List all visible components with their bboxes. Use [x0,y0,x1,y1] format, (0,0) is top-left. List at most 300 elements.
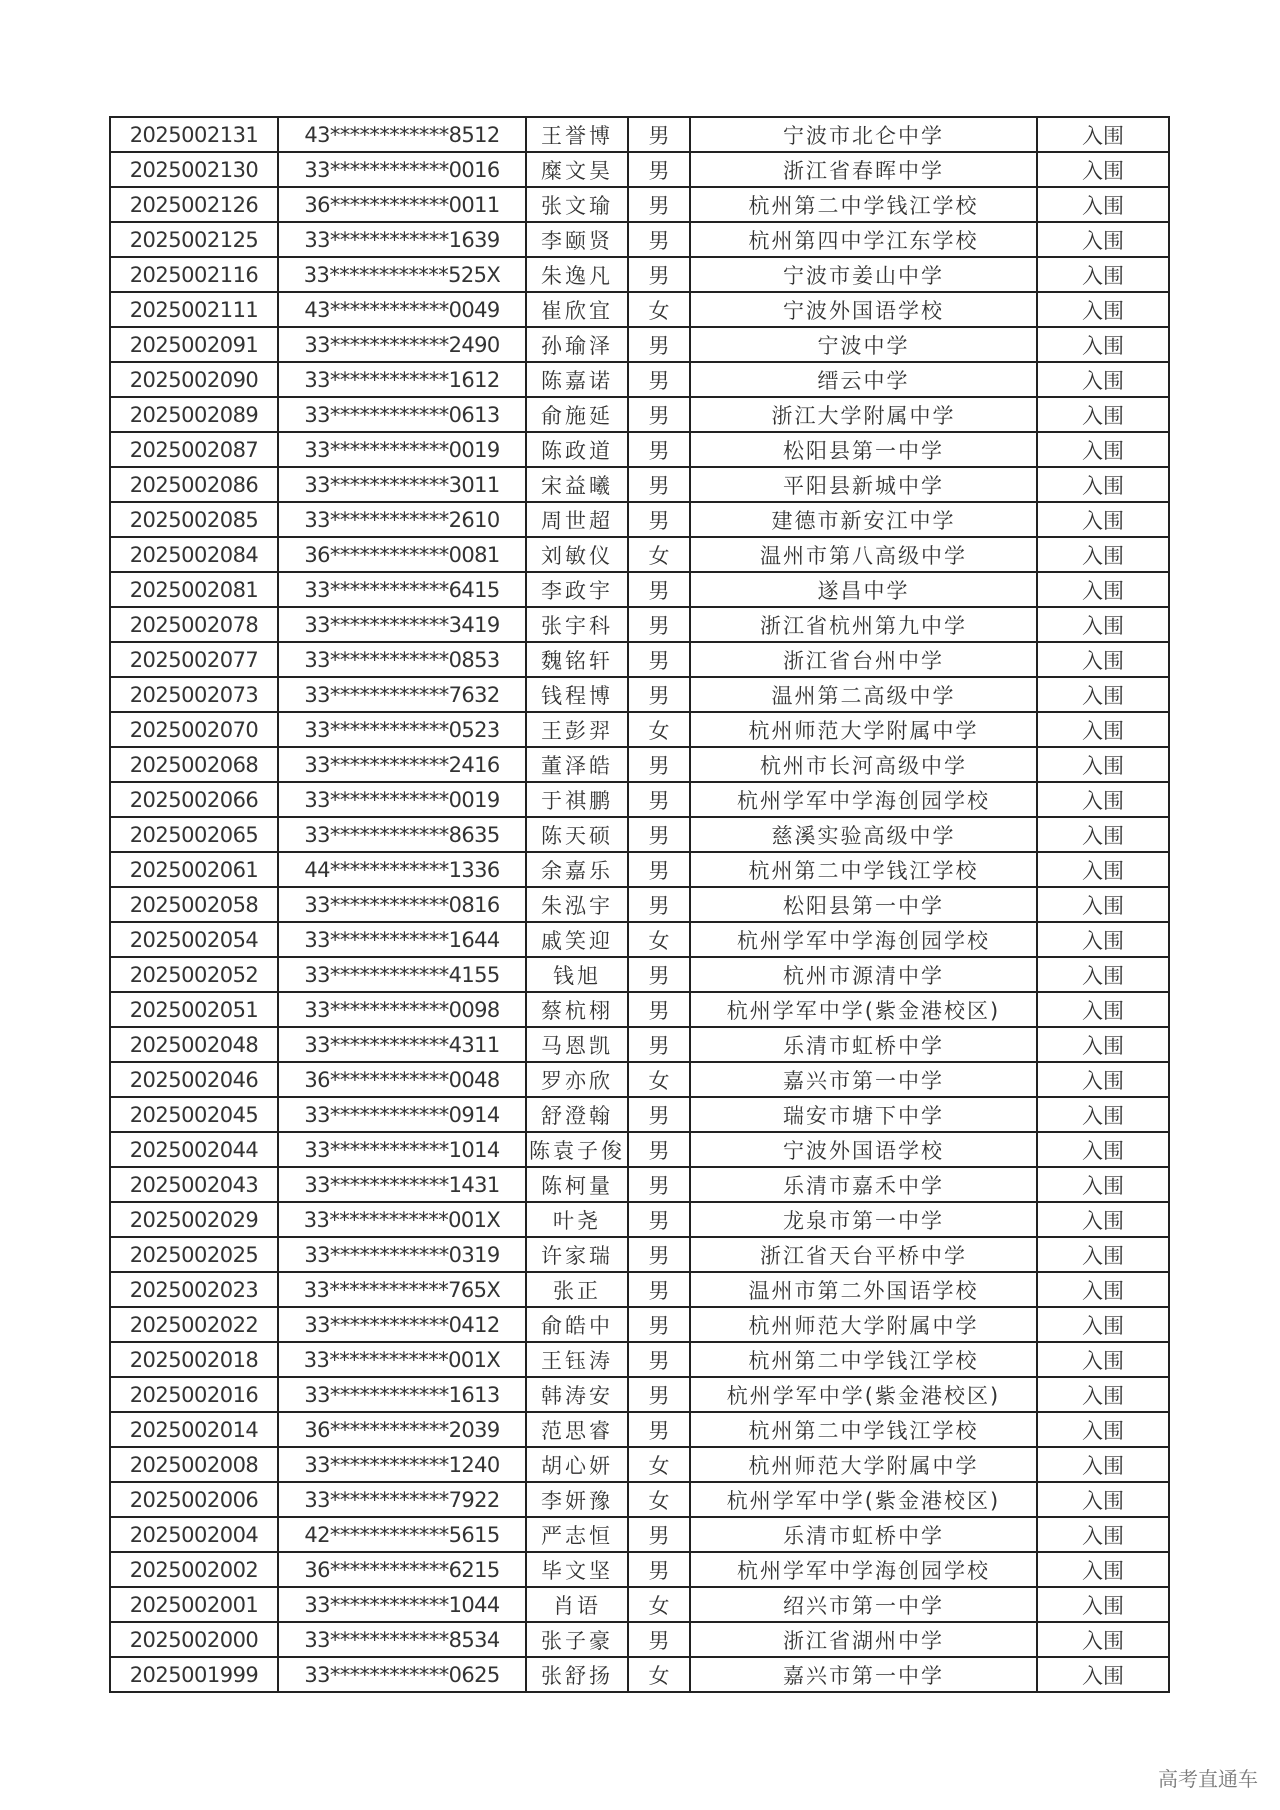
status-cell: 入围 [1037,852,1169,887]
gender-cell: 男 [628,782,690,817]
table-row [110,1202,1169,1237]
table-row [110,607,1169,642]
id-number-cell: 33************3011 [278,467,526,502]
table-row [110,572,1169,607]
status-cell: 入围 [1037,992,1169,1027]
student-name-cell: 韩涛安 [526,1377,628,1412]
gender-cell: 男 [628,187,690,222]
exam-number-cell: 2025002022 [110,1307,278,1342]
exam-number-cell: 2025002004 [110,1517,278,1552]
exam-number-cell: 2025002085 [110,502,278,537]
student-name-cell: 严志恒 [526,1517,628,1552]
school-cell: 浙江省台州中学 [690,642,1037,677]
table-body [110,117,1169,1692]
id-number-cell: 33************1613 [278,1377,526,1412]
table-row [110,1482,1169,1517]
gender-cell: 男 [628,1377,690,1412]
id-number-cell: 33************2490 [278,327,526,362]
status-cell: 入围 [1037,117,1169,152]
table-row [110,502,1169,537]
student-name-cell: 蔡杭栩 [526,992,628,1027]
school-cell: 嘉兴市第一中学 [690,1657,1037,1692]
status-cell: 入围 [1037,642,1169,677]
school-cell: 杭州学军中学海创园学校 [690,922,1037,957]
student-name-cell: 胡心妍 [526,1447,628,1482]
student-name-cell: 崔欣宜 [526,292,628,327]
status-cell: 入围 [1037,537,1169,572]
student-name-cell: 张宇科 [526,607,628,642]
id-number-cell: 33************0523 [278,712,526,747]
exam-number-cell: 2025002006 [110,1482,278,1517]
student-name-cell: 刘敏仪 [526,537,628,572]
exam-number-cell: 2025002045 [110,1097,278,1132]
status-cell: 入围 [1037,1097,1169,1132]
watermark: 高考直通车 [1158,1767,1258,1791]
school-cell: 宁波中学 [690,327,1037,362]
table-row [110,1447,1169,1482]
school-cell: 瑞安市塘下中学 [690,1097,1037,1132]
student-name-cell: 张舒扬 [526,1657,628,1692]
student-name-cell: 董泽皓 [526,747,628,782]
status-cell: 入围 [1037,327,1169,362]
id-number-cell: 33************0019 [278,782,526,817]
id-number-cell: 33************0625 [278,1657,526,1692]
exam-number-cell: 2025001999 [110,1657,278,1692]
exam-number-cell: 2025002090 [110,362,278,397]
student-name-cell: 舒澄翰 [526,1097,628,1132]
exam-number-cell: 2025002044 [110,1132,278,1167]
school-cell: 宁波市姜山中学 [690,257,1037,292]
gender-cell: 女 [628,537,690,572]
status-cell: 入围 [1037,782,1169,817]
school-cell: 乐清市嘉禾中学 [690,1167,1037,1202]
student-name-cell: 马恩凯 [526,1027,628,1062]
status-cell: 入围 [1037,187,1169,222]
id-number-cell: 33************0853 [278,642,526,677]
table-row [110,1517,1169,1552]
status-cell: 入围 [1037,1552,1169,1587]
exam-number-cell: 2025002087 [110,432,278,467]
school-cell: 杭州学军中学(紫金港校区) [690,1377,1037,1412]
gender-cell: 男 [628,572,690,607]
table-row [110,1412,1169,1447]
status-cell: 入围 [1037,1342,1169,1377]
student-name-cell: 肖语 [526,1587,628,1622]
gender-cell: 男 [628,852,690,887]
gender-cell: 女 [628,1482,690,1517]
exam-number-cell: 2025002070 [110,712,278,747]
gender-cell: 男 [628,677,690,712]
student-name-cell: 于祺鹏 [526,782,628,817]
status-cell: 入围 [1037,747,1169,782]
student-name-cell: 余嘉乐 [526,852,628,887]
status-cell: 入围 [1037,1622,1169,1657]
gender-cell: 男 [628,362,690,397]
student-name-cell: 周世超 [526,502,628,537]
status-cell: 入围 [1037,712,1169,747]
table-row [110,852,1169,887]
id-number-cell: 33************0914 [278,1097,526,1132]
school-cell: 杭州师范大学附属中学 [690,1307,1037,1342]
id-number-cell: 33************7922 [278,1482,526,1517]
id-number-cell: 33************0319 [278,1237,526,1272]
gender-cell: 女 [628,1447,690,1482]
gender-cell: 男 [628,1027,690,1062]
student-name-cell: 朱泓宇 [526,887,628,922]
table-row [110,712,1169,747]
gender-cell: 男 [628,1517,690,1552]
exam-number-cell: 2025002046 [110,1062,278,1097]
school-cell: 杭州第二中学钱江学校 [690,852,1037,887]
id-number-cell: 33************4311 [278,1027,526,1062]
table-row [110,747,1169,782]
gender-cell: 男 [628,1342,690,1377]
id-number-cell: 33************4155 [278,957,526,992]
status-cell: 入围 [1037,1377,1169,1412]
table-row [110,1657,1169,1692]
id-number-cell: 36************2039 [278,1412,526,1447]
school-cell: 遂昌中学 [690,572,1037,607]
student-name-cell: 李颐贤 [526,222,628,257]
school-cell: 浙江省天台平桥中学 [690,1237,1037,1272]
gender-cell: 男 [628,607,690,642]
student-name-cell: 叶尧 [526,1202,628,1237]
table-row [110,327,1169,362]
table-row [110,1097,1169,1132]
table-row [110,817,1169,852]
exam-number-cell: 2025002089 [110,397,278,432]
status-cell: 入围 [1037,362,1169,397]
gender-cell: 男 [628,397,690,432]
status-cell: 入围 [1037,887,1169,922]
exam-number-cell: 2025002025 [110,1237,278,1272]
id-number-cell: 33************1431 [278,1167,526,1202]
id-number-cell: 42************5615 [278,1517,526,1552]
id-number-cell: 33************3419 [278,607,526,642]
school-cell: 宁波市北仑中学 [690,117,1037,152]
table-row [110,957,1169,992]
status-cell: 入围 [1037,1062,1169,1097]
school-cell: 松阳县第一中学 [690,887,1037,922]
status-cell: 入围 [1037,817,1169,852]
student-name-cell: 李妍豫 [526,1482,628,1517]
id-number-cell: 33************001X [278,1342,526,1377]
table-row [110,152,1169,187]
table-row [110,1377,1169,1412]
gender-cell: 男 [628,992,690,1027]
school-cell: 杭州师范大学附属中学 [690,1447,1037,1482]
gender-cell: 男 [628,117,690,152]
student-name-cell: 陈柯量 [526,1167,628,1202]
student-name-cell: 张正 [526,1272,628,1307]
exam-number-cell: 2025002008 [110,1447,278,1482]
exam-number-cell: 2025002002 [110,1552,278,1587]
exam-number-cell: 2025002016 [110,1377,278,1412]
gender-cell: 男 [628,1097,690,1132]
gender-cell: 男 [628,957,690,992]
table-row [110,1237,1169,1272]
id-number-cell: 33************1612 [278,362,526,397]
table-row [110,1552,1169,1587]
id-number-cell: 33************525X [278,257,526,292]
exam-number-cell: 2025002081 [110,572,278,607]
school-cell: 杭州学军中学(紫金港校区) [690,992,1037,1027]
id-number-cell: 33************0098 [278,992,526,1027]
admission-list-table [109,116,1170,1693]
gender-cell: 男 [628,642,690,677]
id-number-cell: 44************1336 [278,852,526,887]
id-number-cell: 33************0019 [278,432,526,467]
gender-cell: 女 [628,292,690,327]
exam-number-cell: 2025002130 [110,152,278,187]
student-name-cell: 钱旭 [526,957,628,992]
id-number-cell: 33************1240 [278,1447,526,1482]
gender-cell: 男 [628,502,690,537]
exam-number-cell: 2025002131 [110,117,278,152]
table-row [110,1132,1169,1167]
exam-number-cell: 2025002054 [110,922,278,957]
school-cell: 杭州师范大学附属中学 [690,712,1037,747]
school-cell: 杭州学军中学海创园学校 [690,1552,1037,1587]
gender-cell: 男 [628,1412,690,1447]
status-cell: 入围 [1037,292,1169,327]
status-cell: 入围 [1037,1447,1169,1482]
student-name-cell: 俞施延 [526,397,628,432]
table-row [110,1307,1169,1342]
gender-cell: 男 [628,222,690,257]
student-name-cell: 朱逸凡 [526,257,628,292]
table-row [110,292,1169,327]
gender-cell: 男 [628,257,690,292]
id-number-cell: 33************6415 [278,572,526,607]
student-name-cell: 王彭羿 [526,712,628,747]
student-name-cell: 李政宇 [526,572,628,607]
gender-cell: 女 [628,1062,690,1097]
school-cell: 平阳县新城中学 [690,467,1037,502]
school-cell: 浙江省湖州中学 [690,1622,1037,1657]
school-cell: 宁波外国语学校 [690,292,1037,327]
school-cell: 浙江大学附属中学 [690,397,1037,432]
exam-number-cell: 2025002043 [110,1167,278,1202]
exam-number-cell: 2025002014 [110,1412,278,1447]
status-cell: 入围 [1037,1517,1169,1552]
exam-number-cell: 2025002125 [110,222,278,257]
table-row [110,432,1169,467]
status-cell: 入围 [1037,257,1169,292]
exam-number-cell: 2025002111 [110,292,278,327]
table-row [110,887,1169,922]
table-row [110,1062,1169,1097]
id-number-cell: 33************0412 [278,1307,526,1342]
student-name-cell: 王钰涛 [526,1342,628,1377]
student-name-cell: 许家瑞 [526,1237,628,1272]
student-name-cell: 糜文昊 [526,152,628,187]
table-row [110,467,1169,502]
status-cell: 入围 [1037,1167,1169,1202]
school-cell: 松阳县第一中学 [690,432,1037,467]
status-cell: 入围 [1037,607,1169,642]
id-number-cell: 33************1644 [278,922,526,957]
exam-number-cell: 2025002065 [110,817,278,852]
student-name-cell: 俞皓中 [526,1307,628,1342]
exam-number-cell: 2025002058 [110,887,278,922]
exam-number-cell: 2025002051 [110,992,278,1027]
school-cell: 杭州学军中学海创园学校 [690,782,1037,817]
gender-cell: 女 [628,712,690,747]
student-name-cell: 陈天硕 [526,817,628,852]
exam-number-cell: 2025002078 [110,607,278,642]
exam-number-cell: 2025002061 [110,852,278,887]
id-number-cell: 36************0011 [278,187,526,222]
status-cell: 入围 [1037,957,1169,992]
exam-number-cell: 2025002091 [110,327,278,362]
gender-cell: 男 [628,1132,690,1167]
exam-number-cell: 2025002023 [110,1272,278,1307]
school-cell: 宁波外国语学校 [690,1132,1037,1167]
gender-cell: 男 [628,747,690,782]
table-row [110,1587,1169,1622]
id-number-cell: 33************2416 [278,747,526,782]
id-number-cell: 43************8512 [278,117,526,152]
gender-cell: 男 [628,467,690,502]
student-name-cell: 戚笑迎 [526,922,628,957]
table-row [110,1027,1169,1062]
school-cell: 温州市第二外国语学校 [690,1272,1037,1307]
id-number-cell: 33************0016 [278,152,526,187]
status-cell: 入围 [1037,397,1169,432]
id-number-cell: 33************7632 [278,677,526,712]
exam-number-cell: 2025002077 [110,642,278,677]
gender-cell: 男 [628,432,690,467]
id-number-cell: 33************8635 [278,817,526,852]
status-cell: 入围 [1037,152,1169,187]
exam-number-cell: 2025002084 [110,537,278,572]
gender-cell: 男 [628,887,690,922]
table-row [110,537,1169,572]
table-row [110,677,1169,712]
status-cell: 入围 [1037,572,1169,607]
id-number-cell: 33************765X [278,1272,526,1307]
gender-cell: 男 [628,152,690,187]
student-name-cell: 孙瑜泽 [526,327,628,362]
school-cell: 绍兴市第一中学 [690,1587,1037,1622]
school-cell: 温州第二高级中学 [690,677,1037,712]
status-cell: 入围 [1037,1132,1169,1167]
table-row [110,362,1169,397]
gender-cell: 男 [628,1237,690,1272]
gender-cell: 男 [628,327,690,362]
status-cell: 入围 [1037,502,1169,537]
exam-number-cell: 2025002000 [110,1622,278,1657]
table-row [110,222,1169,257]
id-number-cell: 33************0816 [278,887,526,922]
id-number-cell: 33************2610 [278,502,526,537]
gender-cell: 女 [628,1657,690,1692]
table-row [110,1167,1169,1202]
school-cell: 杭州学军中学(紫金港校区) [690,1482,1037,1517]
id-number-cell: 33************001X [278,1202,526,1237]
exam-number-cell: 2025002052 [110,957,278,992]
school-cell: 杭州第四中学江东学校 [690,222,1037,257]
gender-cell: 男 [628,1202,690,1237]
school-cell: 缙云中学 [690,362,1037,397]
school-cell: 杭州第二中学钱江学校 [690,1412,1037,1447]
student-name-cell: 范思睿 [526,1412,628,1447]
student-name-cell: 钱程博 [526,677,628,712]
status-cell: 入围 [1037,1237,1169,1272]
school-cell: 嘉兴市第一中学 [690,1062,1037,1097]
exam-number-cell: 2025002001 [110,1587,278,1622]
table-row [110,1272,1169,1307]
exam-number-cell: 2025002073 [110,677,278,712]
id-number-cell: 33************1044 [278,1587,526,1622]
exam-number-cell: 2025002066 [110,782,278,817]
exam-number-cell: 2025002018 [110,1342,278,1377]
table-row [110,397,1169,432]
table-row [110,782,1169,817]
gender-cell: 男 [628,1307,690,1342]
exam-number-cell: 2025002126 [110,187,278,222]
student-name-cell: 陈政道 [526,432,628,467]
gender-cell: 男 [628,1167,690,1202]
school-cell: 浙江省春晖中学 [690,152,1037,187]
gender-cell: 男 [628,1622,690,1657]
school-cell: 建德市新安江中学 [690,502,1037,537]
status-cell: 入围 [1037,1272,1169,1307]
exam-number-cell: 2025002029 [110,1202,278,1237]
exam-number-cell: 2025002068 [110,747,278,782]
school-cell: 温州市第八高级中学 [690,537,1037,572]
id-number-cell: 33************1639 [278,222,526,257]
status-cell: 入围 [1037,1482,1169,1517]
student-name-cell: 宋益曦 [526,467,628,502]
status-cell: 入围 [1037,1657,1169,1692]
status-cell: 入围 [1037,677,1169,712]
gender-cell: 男 [628,1552,690,1587]
status-cell: 入围 [1037,222,1169,257]
school-cell: 杭州第二中学钱江学校 [690,1342,1037,1377]
id-number-cell: 36************6215 [278,1552,526,1587]
id-number-cell: 36************0081 [278,537,526,572]
status-cell: 入围 [1037,1587,1169,1622]
table-row [110,1622,1169,1657]
student-name-cell: 王誉博 [526,117,628,152]
student-name-cell: 张文瑜 [526,187,628,222]
status-cell: 入围 [1037,432,1169,467]
gender-cell: 女 [628,922,690,957]
student-name-cell: 陈嘉诺 [526,362,628,397]
status-cell: 入围 [1037,467,1169,502]
status-cell: 入围 [1037,1202,1169,1237]
exam-number-cell: 2025002086 [110,467,278,502]
school-cell: 乐清市虹桥中学 [690,1027,1037,1062]
table-row [110,992,1169,1027]
table-row [110,187,1169,222]
school-cell: 浙江省杭州第九中学 [690,607,1037,642]
student-name-cell: 魏铭轩 [526,642,628,677]
gender-cell: 女 [628,1587,690,1622]
table-row [110,117,1169,152]
id-number-cell: 36************0048 [278,1062,526,1097]
student-name-cell: 张子豪 [526,1622,628,1657]
status-cell: 入围 [1037,922,1169,957]
school-cell: 杭州市源清中学 [690,957,1037,992]
table-row [110,642,1169,677]
school-cell: 杭州第二中学钱江学校 [690,187,1037,222]
student-name-cell: 罗亦欣 [526,1062,628,1097]
id-number-cell: 33************1014 [278,1132,526,1167]
table-row [110,922,1169,957]
